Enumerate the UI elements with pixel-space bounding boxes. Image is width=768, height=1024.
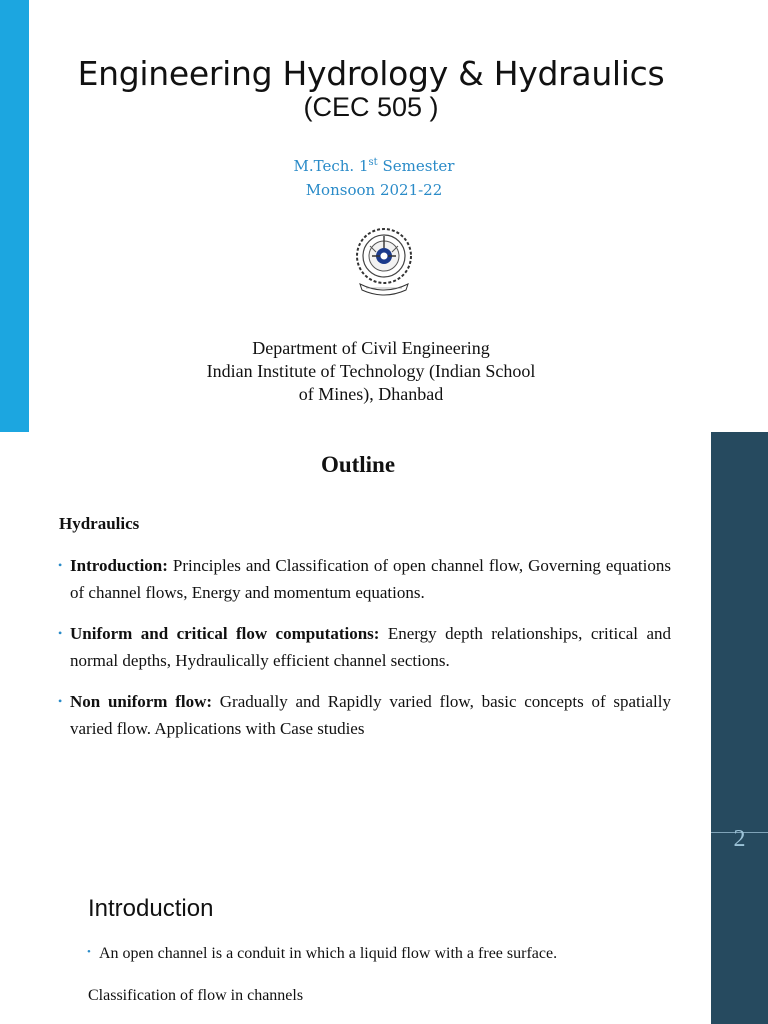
intro-title: Introduction xyxy=(88,895,214,922)
side-panel xyxy=(711,865,768,1024)
institute-line: Indian Institute of Technology (Indian School xyxy=(206,361,536,381)
semester-line: M.Tech. 1st Semester xyxy=(293,157,455,175)
institute-emblem-icon xyxy=(350,226,418,300)
dept-line: Department of Civil Engineering xyxy=(252,338,490,358)
section-heading: Hydraulics xyxy=(59,514,140,533)
title-slide xyxy=(0,0,768,432)
institute-line-2: of Mines), Dhanbad xyxy=(298,384,444,404)
introduction-slide xyxy=(0,865,768,1024)
outline-list xyxy=(59,552,671,756)
list-item: • Non uniform flow: Gradually and Rapidly varied flow, basic concepts of spatially varied flow. Applications with Case studies xyxy=(59,688,671,742)
department-info xyxy=(0,337,742,406)
list-item: • Uniform and critical flow computations: Energy depth relationships, critical and normal depths, Hydraulically efficient channel sections. xyxy=(59,620,671,674)
list-item: • An open channel is a conduit in which a liquid flow with a free surface. xyxy=(88,945,557,963)
outline-title: Outline xyxy=(320,452,396,477)
list-item: • Introduction: Principles and Classification of open channel flow, Governing equations of channel flows, Energy and momentum equations. xyxy=(59,552,671,606)
outline-slide xyxy=(0,432,768,865)
side-panel xyxy=(711,432,768,865)
page-number: 2 xyxy=(733,826,746,852)
course-title: Engineering Hydrology & Hydraulics xyxy=(77,54,665,93)
session-line: Monsoon 2021-22 xyxy=(305,181,443,199)
sub-heading: Classification of flow in channels xyxy=(88,987,304,1004)
course-code: (CEC 505 ) xyxy=(303,92,439,122)
semester-info xyxy=(0,151,748,202)
